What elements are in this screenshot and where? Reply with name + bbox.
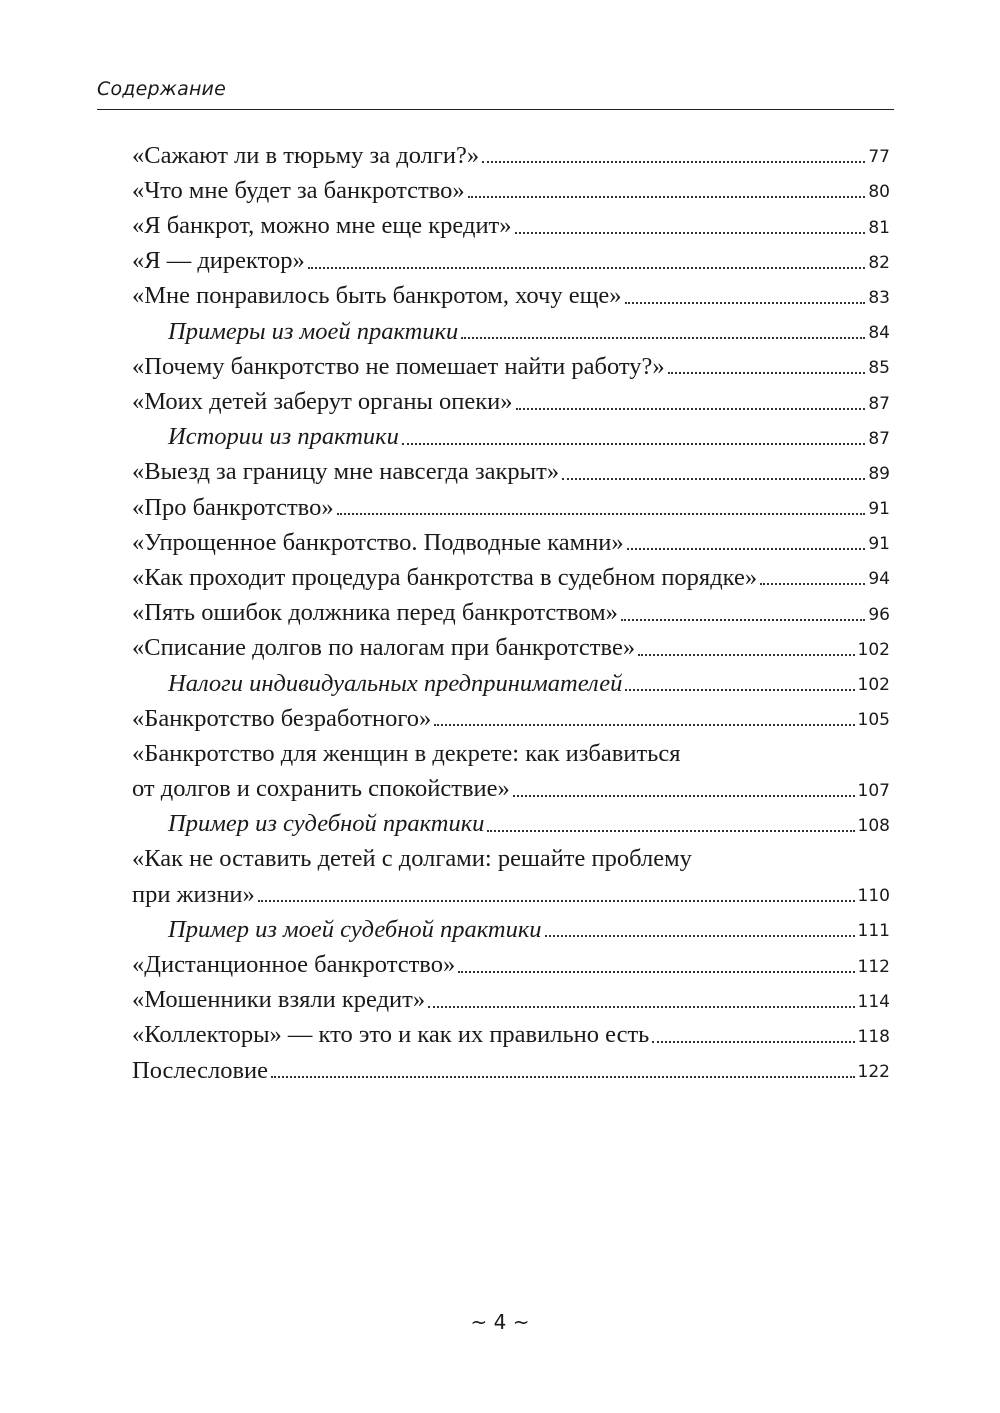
toc-page-number: 91 (868, 499, 890, 520)
toc-page-number: 89 (868, 463, 890, 484)
toc-page-number: 102 (857, 639, 890, 660)
dot-leader (515, 232, 866, 234)
toc-page-number: 81 (868, 217, 890, 238)
dot-leader (487, 830, 854, 832)
toc-entry-title: «Что мне будет за банкротство» (132, 176, 465, 204)
dot-leader (428, 1006, 854, 1008)
dot-leader (271, 1076, 855, 1078)
toc-subentry (132, 912, 890, 947)
toc-entry-title: Пример из судебной практики (168, 810, 485, 838)
toc-page-number: 110 (857, 886, 890, 907)
toc-page-number: 82 (868, 252, 890, 273)
dot-leader (468, 196, 866, 198)
dot-leader (638, 654, 854, 656)
toc-page-number: 107 (857, 780, 890, 801)
dot-leader (482, 161, 865, 163)
toc-entry (132, 208, 890, 243)
toc-page-number: 85 (868, 358, 890, 379)
dot-leader (545, 935, 855, 937)
dot-leader (625, 689, 854, 691)
toc-entry (132, 947, 890, 982)
toc-page-number: 114 (857, 991, 890, 1012)
toc-entry (132, 173, 890, 208)
toc-entry-title: Пример из моей судебной практики (168, 915, 542, 943)
toc-page-number: 80 (868, 182, 890, 203)
running-head-title: Содержание (97, 78, 226, 100)
dot-leader (668, 372, 866, 374)
toc-page-number: 77 (868, 147, 890, 168)
toc-entry-title: при жизни» (132, 880, 255, 908)
dot-leader (461, 337, 865, 339)
dot-leader (458, 971, 854, 973)
dot-leader (258, 900, 855, 902)
toc-entry-title: «Коллекторы» — кто это и как их правильно есть (132, 1021, 650, 1049)
toc-page-number: 96 (868, 604, 890, 625)
toc-page-number: 112 (857, 956, 890, 977)
toc-page-number: 94 (868, 569, 890, 590)
dot-leader (516, 408, 866, 410)
toc-entry (132, 490, 890, 525)
dot-leader (337, 513, 866, 515)
toc-entry-title: Послесловие (132, 1056, 269, 1084)
dot-leader (434, 724, 854, 726)
toc-entry-title: Примеры из моей практики (168, 317, 459, 345)
toc-entry (132, 736, 890, 806)
dot-leader (513, 795, 855, 797)
toc-entry-title: «Банкротство для женщин в декрете: как избавиться (132, 739, 681, 767)
toc-page-number: 105 (857, 710, 890, 731)
toc-entry (132, 1053, 890, 1088)
toc-entry (132, 701, 890, 736)
toc-entry-title: «Мошенники взяли кредит» (132, 986, 426, 1014)
toc-entry (132, 525, 890, 560)
dot-leader (625, 302, 866, 304)
toc-entry-title: «Про банкротство» (132, 493, 334, 521)
toc-entry-title: Налоги индивидуальных предпринимателей (168, 669, 623, 697)
toc-entry (132, 560, 890, 595)
toc-entry (132, 138, 890, 173)
toc-entry-title: «Почему банкротство не помешает найти работу?» (132, 352, 665, 380)
toc-page-number: 83 (868, 287, 890, 308)
table-of-contents (132, 138, 890, 1088)
toc-subentry (132, 666, 890, 701)
toc-subentry (132, 420, 890, 455)
toc-entry-title: Истории из практики (168, 423, 399, 451)
toc-entry (132, 455, 890, 490)
toc-entry (132, 595, 890, 630)
toc-page-number: 102 (857, 675, 890, 695)
toc-entry-title: «Я — директор» (132, 247, 305, 275)
toc-entry-title: «Сажают ли в тюрьму за долги?» (132, 141, 480, 169)
toc-entry (132, 279, 890, 314)
toc-entry-title: «Как проходит процедура банкротства в судебном порядке» (132, 563, 758, 591)
toc-entry-title: «Я банкрот, можно мне еще кредит» (132, 212, 512, 240)
toc-entry-title: «Как не оставить детей с долгами: решайте проблему (132, 845, 692, 873)
toc-entry-title: «Списание долгов по налогам при банкротстве» (132, 634, 636, 662)
toc-entry (132, 244, 890, 279)
toc-entry-title: «Банкротство безработного» (132, 704, 432, 732)
toc-page-number: 84 (868, 323, 890, 344)
toc-entry-title: «Пять ошибок должника перед банкротством» (132, 599, 618, 627)
toc-page-number: 108 (857, 815, 890, 836)
toc-page-number: 91 (868, 534, 890, 555)
toc-entry-title: «Дистанционное банкротство» (132, 951, 456, 979)
toc-entry (132, 349, 890, 384)
toc-entry (132, 384, 890, 419)
toc-entry (132, 842, 890, 912)
toc-page-number: 87 (868, 393, 890, 414)
dot-leader (402, 443, 865, 445)
toc-page-number: 118 (857, 1026, 890, 1047)
toc-entry-title: «Упрощенное банкротство. Подводные камни» (132, 528, 624, 556)
toc-entry-title: «Моих детей заберут органы опеки» (132, 388, 513, 415)
page-number: ~ 4 ~ (470, 1310, 530, 1334)
toc-subentry (132, 314, 890, 349)
toc-entry-title: от долгов и сохранить спокойствие» (132, 775, 510, 803)
dot-leader (562, 478, 865, 480)
toc-page-number: 122 (857, 1062, 890, 1083)
toc-entry (132, 1018, 890, 1053)
dot-leader (652, 1041, 854, 1043)
toc-entry (132, 631, 890, 666)
dot-leader (627, 548, 866, 550)
header-rule (97, 109, 894, 110)
toc-page-number: 87 (868, 428, 890, 449)
toc-entry-title: «Мне понравилось быть банкротом, хочу еще» (132, 282, 622, 310)
toc-entry-title: «Выезд за границу мне навсегда закрыт» (132, 458, 560, 486)
toc-entry (132, 983, 890, 1018)
dot-leader (760, 583, 865, 585)
toc-subentry (132, 807, 890, 842)
dot-leader (621, 619, 865, 621)
toc-page-number: 111 (857, 921, 890, 942)
dot-leader (308, 267, 866, 269)
